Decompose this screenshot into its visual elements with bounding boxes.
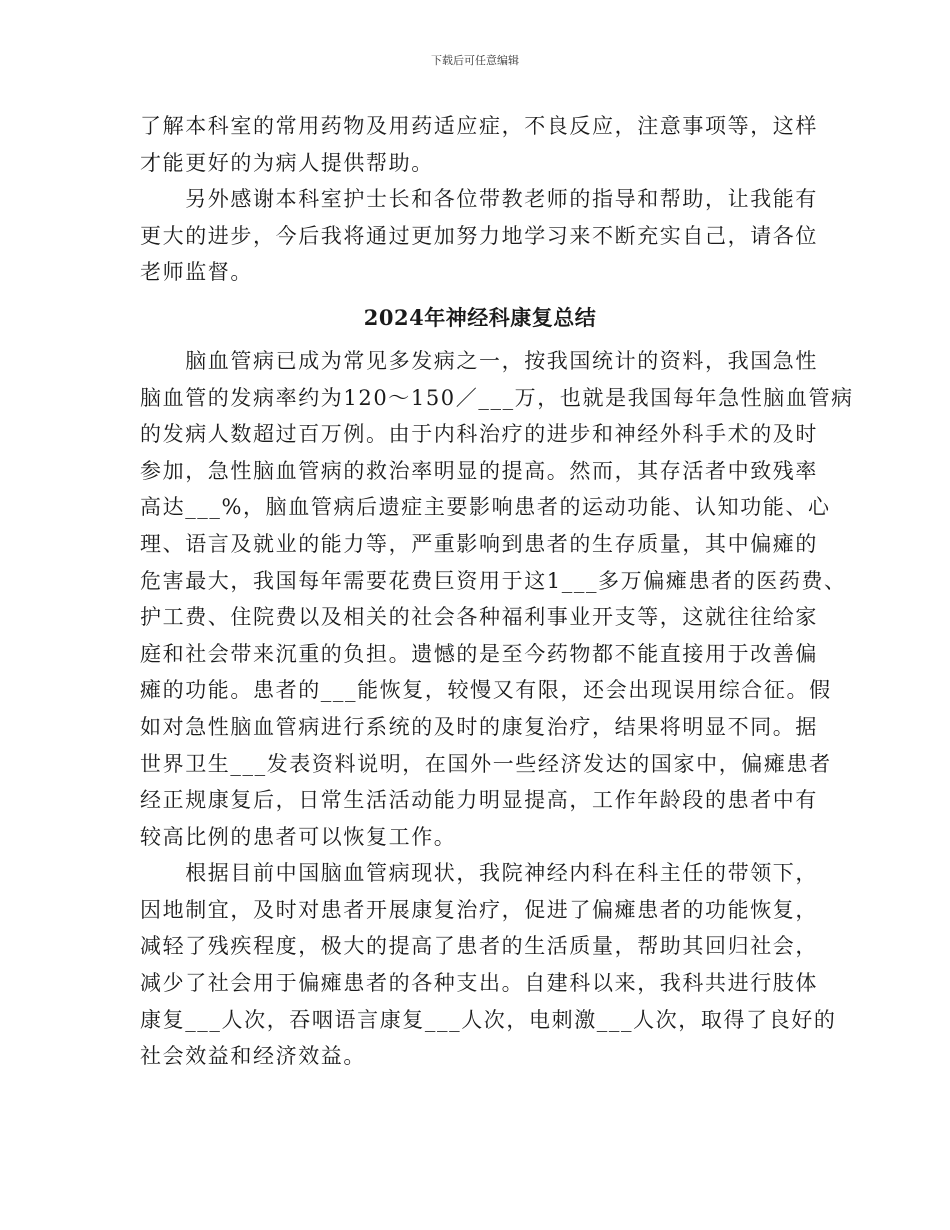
text-line: 世界卫生___发表资料说明，在国外一些经济发达的国家中，偏瘫患者 xyxy=(140,751,832,776)
text-line: 更大的进步，今后我将通过更加努力地学习来不断充实自己，请各位 xyxy=(140,223,818,248)
text-line: 理、语言及就业的能力等，严重影响到患者的生存质量，其中偏瘫的 xyxy=(140,531,818,556)
text-line: 护工费、住院费以及相关的社会各种福利事业开支等，这就往往给家 xyxy=(140,605,818,630)
text-line: 社会效益和经济效益。 xyxy=(140,1044,366,1069)
text-line: 减少了社会用于偏瘫患者的各种支出。自建科以来，我科共进行肢体 xyxy=(140,971,818,996)
text-line: 庭和社会带来沉重的负担。遗憾的是至今药物都不能直接用于改善偏 xyxy=(140,641,818,666)
text-line: 参加，急性脑血管病的救治率明显的提高。然而，其存活者中致残率 xyxy=(140,458,818,483)
intro-paragraphs xyxy=(140,108,820,291)
text-line: 经正规康复后，日常生活活动能力明显提高，工作年龄段的患者中有 xyxy=(140,788,818,813)
text-line: 康复___人次，吞咽语言康复___人次，电刺激___人次，取得了良好的 xyxy=(140,1007,837,1032)
text-line: 因地制宜，及时对患者开展康复治疗，促进了偏瘫患者的功能恢复， xyxy=(140,897,818,922)
text-line: 根据目前中国脑血管病现状，我院神经内科在科主任的带领下， xyxy=(140,861,818,886)
paragraph xyxy=(140,181,820,291)
text-line: 另外感谢本科室护士长和各位带教老师的指导和帮助，让我能有 xyxy=(140,187,818,212)
text-line: 危害最大，我国每年需要花费巨资用于这1___多万偏瘫患者的医药费、 xyxy=(140,568,847,593)
text-line: 了解本科室的常用药物及用药适应症，不良反应，注意事项等，这样 xyxy=(140,114,818,138)
text-line: 如对急性脑血管病进行系统的及时的康复治疗，结果将明显不同。据 xyxy=(140,714,818,739)
text-line: 高达___%，脑血管病后遗症主要影响患者的运动功能、认知功能、心 xyxy=(140,495,831,520)
document-body xyxy=(140,108,854,1075)
text-line: 老师监督。 xyxy=(140,260,253,285)
section-paragraphs xyxy=(140,343,854,1075)
text-line: 较高比例的患者可以恢复工作。 xyxy=(140,824,457,849)
page-header: 下载后可任意编辑 xyxy=(431,54,519,67)
text-line: 瘫的功能。患者的___能恢复，较慢又有限，还会出现误用综合征。假 xyxy=(140,678,832,703)
paragraph xyxy=(140,343,854,855)
text-line: 才能更好的为病人提供帮助。 xyxy=(140,150,434,175)
text-line: 的发病人数超过百万例。由于内科治疗的进步和神经外科手术的及时 xyxy=(140,422,818,447)
text-line: 脑血管的发病率约为120～150／___万，也就是我国每年急性脑血管病 xyxy=(140,385,854,410)
section-title: 2024年神经科康复总结 xyxy=(363,304,597,330)
text-line: 脑血管病已成为常见多发病之一，按我国统计的资料，我国急性 xyxy=(140,348,818,373)
paragraph xyxy=(140,108,820,181)
text-line: 减轻了残疾程度，极大的提高了患者的生活质量，帮助其回归社会， xyxy=(140,934,818,959)
paragraph xyxy=(140,855,837,1075)
